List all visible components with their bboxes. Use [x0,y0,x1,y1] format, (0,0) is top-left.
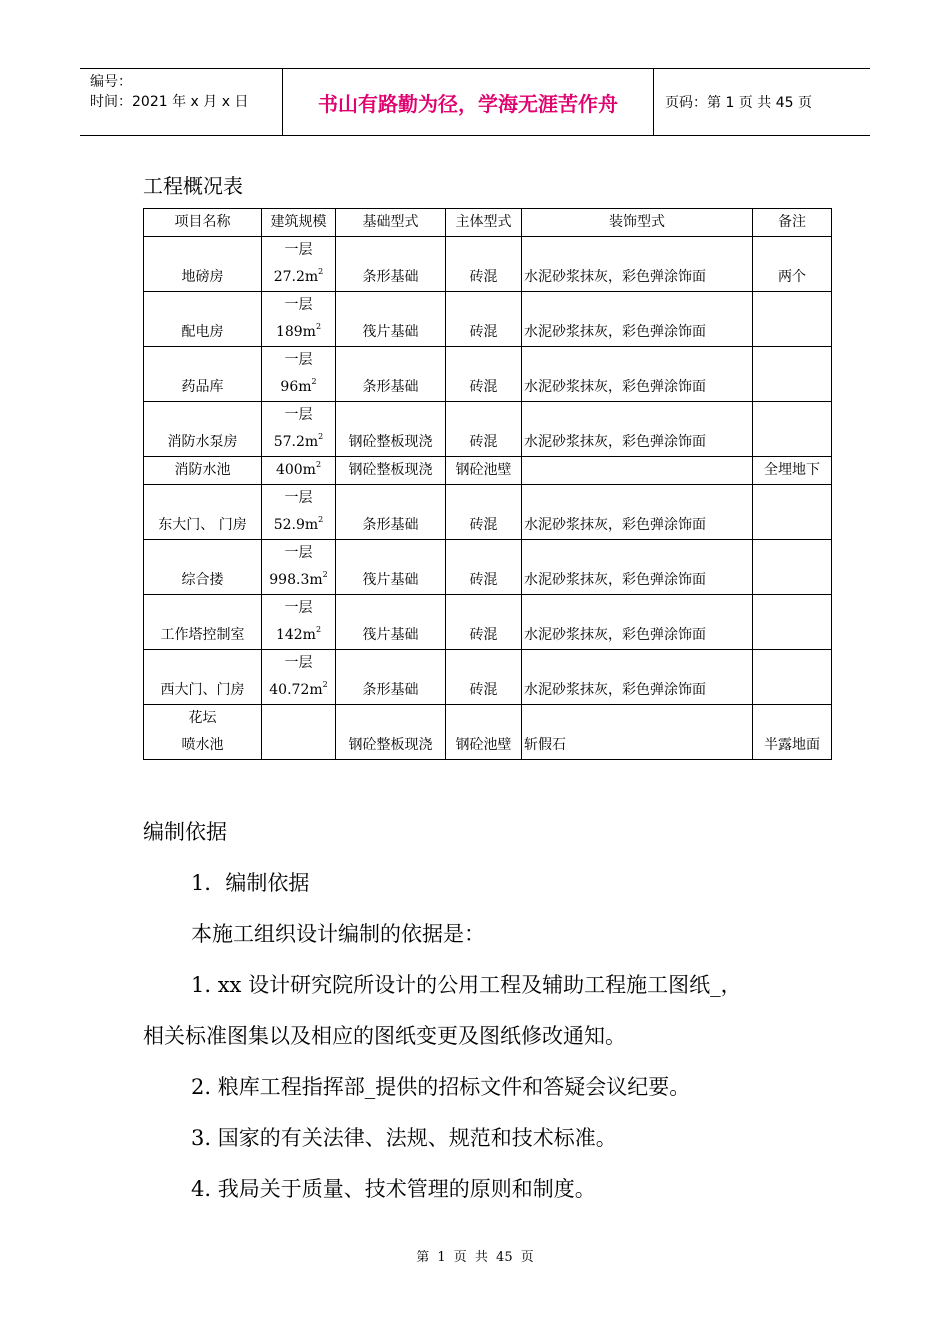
remark-cell: 两个 [753,237,832,292]
remark-cell [753,292,832,347]
area-value [262,429,335,456]
subsection-heading: 1．编制依据 [191,871,310,895]
building-scale-cell [262,402,336,457]
project-name-line: 喷水池 [181,737,224,753]
project-name-line: 花坛 [188,710,217,726]
foundation-type-cell: 钢砼整板现浇 [336,402,446,457]
area-unit-exponent: 2 [322,680,328,690]
project-name-cell: 消防水池 [144,457,262,485]
table-row [144,540,832,595]
building-scale-cell [262,540,336,595]
building-scale-cell [262,650,336,705]
area-value [262,264,335,291]
column-header: 项目名称 [144,209,262,237]
area-value [262,677,335,704]
area-number: 27.2m [273,269,319,285]
area-value [262,567,335,594]
area-number: 52.9m [273,517,319,533]
project-name-cell: 综合搂 [144,540,262,595]
floor-count: 一层 [284,242,313,258]
area-value [262,374,335,401]
structure-type-cell: 钢砼池壁 [446,457,522,485]
decoration-type-cell: 水泥砂浆抹灰，彩色弹涂饰面 [522,595,753,650]
structure-type-cell: 砖混 [446,650,522,705]
floor-count: 一层 [284,352,313,368]
header-meta [80,69,282,135]
building-scale-cell [262,292,336,347]
floor-count: 一层 [284,407,313,423]
structure-type-cell: 砖混 [446,595,522,650]
remark-cell [753,485,832,540]
structure-type-cell: 砖混 [446,540,522,595]
floor-count: 一层 [284,600,313,616]
decoration-type-cell: 水泥砂浆抹灰，彩色弹涂饰面 [522,485,753,540]
building-scale-cell [262,485,336,540]
area-unit-exponent: 2 [311,377,317,387]
area-unit-exponent: 2 [322,570,328,580]
floor-count: 一层 [284,545,313,561]
remark-cell [753,595,832,650]
foundation-type-cell: 钢砼整板现浇 [336,457,446,485]
intro-paragraph: 本施工组织设计编制的依据是： [191,922,485,946]
floor-count: 一层 [284,297,313,313]
project-name-cell: 地磅房 [144,237,262,292]
header-motto: 书山有路勤为径，学海无涯苦作舟 [282,69,654,135]
area-value [262,622,335,649]
decoration-type-cell [522,457,753,485]
building-scale-cell [262,705,336,760]
area-number: 96m [280,379,312,395]
column-header: 基础型式 [336,209,446,237]
remark-cell [753,540,832,595]
basis-item-1-continued: 相关标准图集以及相应的图纸变更及图纸修改通知。 [143,1024,626,1048]
structure-type-cell: 钢砼池壁 [446,705,522,760]
basis-item-1: 1. xx 设计研究院所设计的公用工程及辅助工程施工图纸_， [191,973,742,997]
area-number: 40.72m [269,682,323,698]
foundation-type-cell: 条形基础 [336,485,446,540]
area-unit-exponent: 2 [315,322,322,332]
decoration-type-cell: 水泥砂浆抹灰，彩色弹涂饰面 [522,237,753,292]
foundation-type-cell: 筏片基础 [336,292,446,347]
remark-cell: 半露地面 [753,705,832,760]
area-number: 998.3m [269,572,323,588]
section-body [143,858,833,1215]
project-name-cell: 工作塔控制室 [144,595,262,650]
page-footer: 第 1 页 共 45 页 [416,1250,534,1265]
decoration-type-cell: 水泥砂浆抹灰，彩色弹涂饰面 [522,540,753,595]
structure-type-cell: 砖混 [446,485,522,540]
column-header: 主体型式 [446,209,522,237]
area-number: 57.2m [273,434,319,450]
floor-count: 一层 [284,655,313,671]
section-title: 编制依据 [143,820,227,844]
building-scale-cell [262,347,336,402]
table-row [144,650,832,705]
column-header: 备注 [753,209,832,237]
area-unit-exponent: 2 [318,432,324,442]
basis-item-4: 4. 我局关于质量、技术管理的原则和制度。 [191,1177,596,1201]
column-header: 建筑规模 [262,209,336,237]
building-scale-cell [262,237,336,292]
project-name-cell: 配电房 [144,292,262,347]
table-header-row [144,209,832,237]
area-number: 142m [275,627,316,643]
decoration-type-cell: 斩假石 [522,705,753,760]
remark-cell [753,347,832,402]
area-number: 189m [275,324,316,340]
page-header [80,68,870,136]
area-unit-exponent: 2 [315,625,322,635]
project-name-cell: 药品库 [144,347,262,402]
project-name-cell: 消防水泵房 [144,402,262,457]
foundation-type-cell: 筏片基础 [336,540,446,595]
building-scale-cell [262,595,336,650]
area-unit-exponent: 2 [315,460,322,470]
table-row [144,237,832,292]
foundation-type-cell: 筏片基础 [336,595,446,650]
decoration-type-cell: 水泥砂浆抹灰，彩色弹涂饰面 [522,650,753,705]
building-scale-cell [262,457,336,485]
project-name-cell [144,705,262,760]
foundation-type-cell: 钢砼整板现浇 [336,705,446,760]
table-row [144,347,832,402]
foundation-type-cell: 条形基础 [336,347,446,402]
foundation-type-cell: 条形基础 [336,237,446,292]
time-label: 时间：2021 年 x 月 x 日 [90,94,249,110]
structure-type-cell: 砖混 [446,347,522,402]
project-name-cell: 东大门、 门房 [144,485,262,540]
structure-type-cell: 砖混 [446,237,522,292]
remark-cell [753,402,832,457]
floor-count: 一层 [284,490,313,506]
area-value [262,457,335,484]
number-label: 编号： [90,74,132,90]
basis-item-3: 3. 国家的有关法律、法规、规范和技术标准。 [191,1126,617,1150]
table-row [144,595,832,650]
table-row [144,402,832,457]
structure-type-cell: 砖混 [446,402,522,457]
remark-cell: 全埋地下 [753,457,832,485]
structure-type-cell: 砖混 [446,292,522,347]
project-name-cell: 西大门、门房 [144,650,262,705]
table-row [144,292,832,347]
area-number: 400m [275,462,316,478]
table-title: 工程概况表 [143,174,243,198]
basis-item-2: 2. 粮库工程指挥部_提供的招标文件和答疑会议纪要。 [191,1075,691,1099]
table-row [144,457,832,485]
area-value [262,512,335,539]
decoration-type-cell: 水泥砂浆抹灰，彩色弹涂饰面 [522,402,753,457]
column-header: 装饰型式 [522,209,753,237]
remark-cell [753,650,832,705]
foundation-type-cell: 条形基础 [336,650,446,705]
decoration-type-cell: 水泥砂浆抹灰，彩色弹涂饰面 [522,347,753,402]
header-page-info: 页码：第 1 页 共 45 页 [665,95,812,111]
area-unit-exponent: 2 [318,515,324,525]
decoration-type-cell: 水泥砂浆抹灰，彩色弹涂饰面 [522,292,753,347]
table-row [144,485,832,540]
area-value [262,319,335,346]
project-overview-table [143,208,832,760]
table-row [144,705,832,760]
area-unit-exponent: 2 [318,267,324,277]
